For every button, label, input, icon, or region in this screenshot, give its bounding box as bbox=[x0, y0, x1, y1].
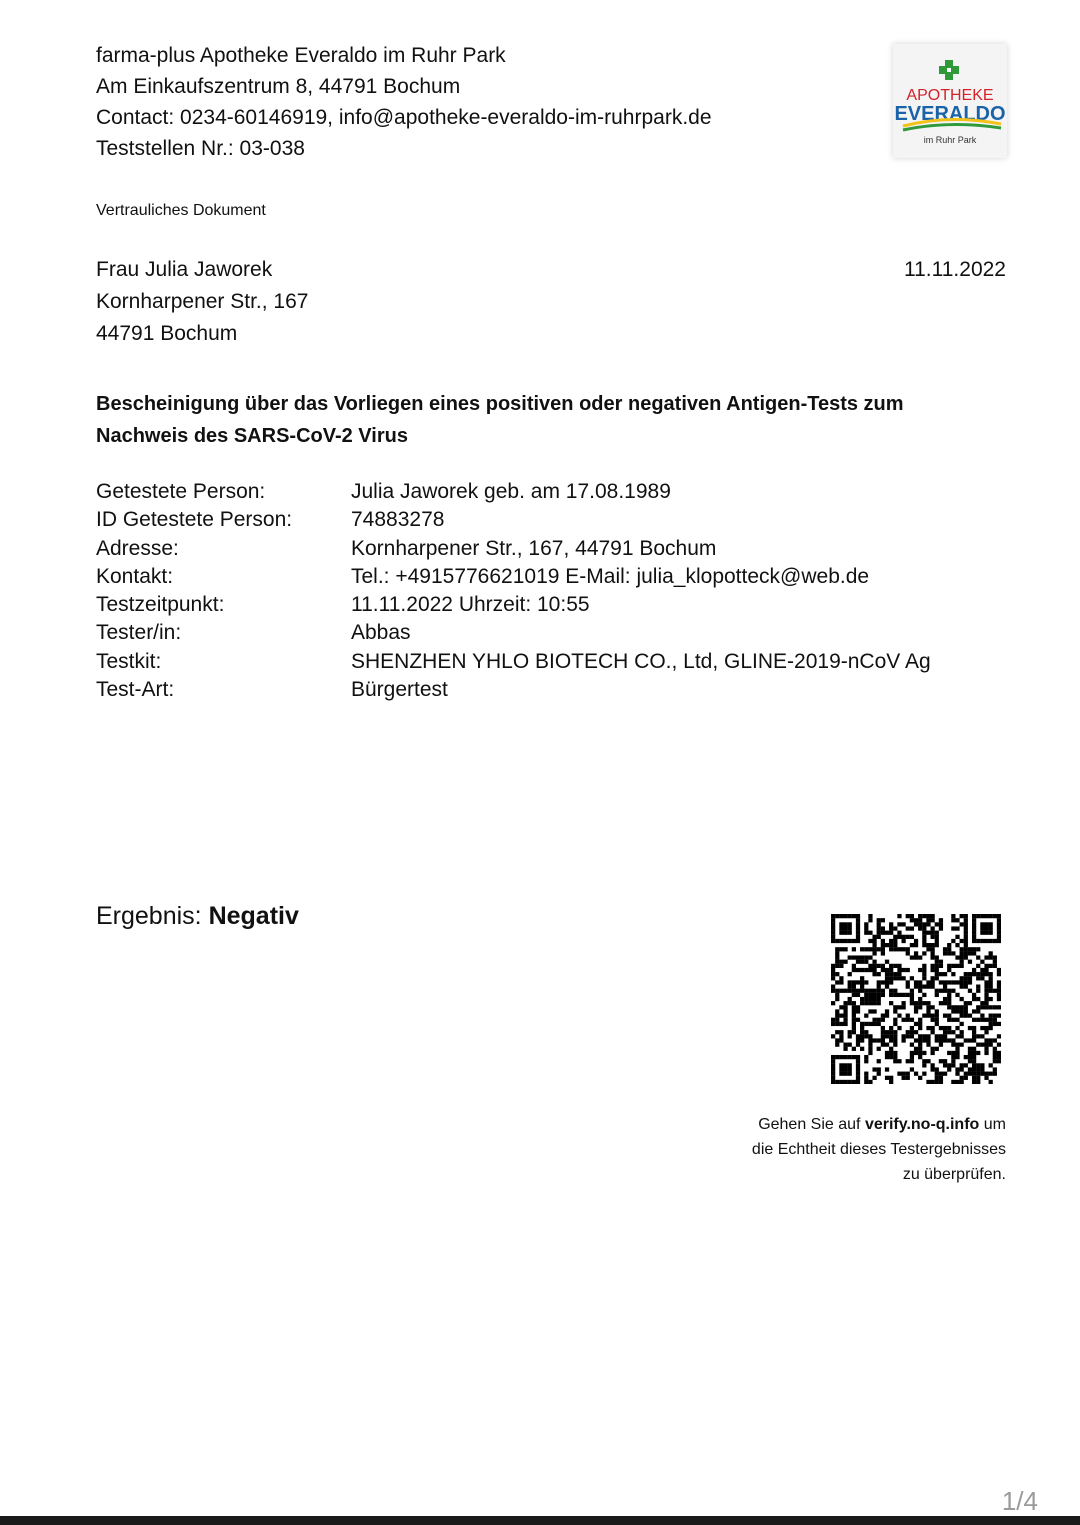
recipient-street: Kornharpener Str., 167 bbox=[96, 290, 309, 313]
recipient-address bbox=[96, 254, 308, 350]
detail-value: Tel.: +4915776621019 E-Mail: julia_klopotteck@web.de bbox=[351, 564, 870, 588]
verify-prefix: Gehen Sie auf bbox=[758, 1116, 861, 1133]
detail-row bbox=[96, 619, 931, 647]
detail-value: 74883278 bbox=[351, 508, 445, 532]
detail-row bbox=[96, 478, 931, 506]
result-value: Negativ bbox=[208, 902, 299, 930]
test-result bbox=[96, 902, 299, 931]
detail-row bbox=[96, 591, 931, 619]
pharmacy-header bbox=[96, 40, 712, 164]
pharmacy-cross-icon bbox=[939, 60, 959, 80]
detail-value: 11.11.2022 Uhrzeit: 10:55 bbox=[351, 593, 590, 617]
recipient-name: Frau Julia Jaworek bbox=[96, 258, 273, 281]
detail-row bbox=[96, 506, 931, 534]
logo-line-2: EVERALDO bbox=[894, 103, 1006, 125]
detail-label: Adresse: bbox=[96, 536, 179, 560]
detail-value: Kornharpener Str., 167, 44791 Bochum bbox=[351, 536, 717, 560]
detail-label: ID Getestete Person: bbox=[96, 508, 293, 532]
detail-label: Getestete Person: bbox=[96, 480, 266, 503]
detail-row bbox=[96, 563, 931, 591]
detail-label: Kontakt: bbox=[96, 564, 174, 588]
document-title bbox=[96, 388, 976, 452]
detail-row bbox=[96, 648, 931, 676]
bottom-bar bbox=[0, 1516, 1080, 1525]
confidential-note: Vertrauliches Dokument bbox=[96, 202, 266, 219]
detail-label: Test-Art: bbox=[96, 678, 175, 702]
document-date: 11.11.2022 bbox=[904, 258, 1006, 281]
verify-line-2: die Echtheit dieses Testergebnisses bbox=[751, 1141, 1006, 1158]
test-details bbox=[96, 478, 931, 704]
detail-value: Julia Jaworek geb. am 17.08.1989 bbox=[351, 480, 671, 503]
result-label: Ergebnis: bbox=[96, 902, 202, 930]
detail-label: Testkit: bbox=[96, 649, 162, 673]
detail-value: Abbas bbox=[351, 621, 411, 645]
verify-suffix: um bbox=[983, 1116, 1006, 1133]
title-line-1: Bescheinigung über das Vorliegen eines positiven oder negativen Antigen-Tests zum bbox=[96, 393, 904, 415]
title-line-2: Nachweis des SARS-CoV-2 Virus bbox=[96, 425, 408, 447]
detail-row bbox=[96, 535, 931, 563]
detail-value: Bürgertest bbox=[351, 678, 448, 702]
detail-row bbox=[96, 676, 931, 704]
pharmacy-contact: Contact: 0234-60146919, info@apotheke-everaldo-im-ruhrpark.de bbox=[96, 106, 712, 129]
verify-line-3: zu überprüfen. bbox=[902, 1166, 1006, 1183]
verification-qr-code[interactable] bbox=[831, 914, 1001, 1084]
pharmacy-logo bbox=[893, 44, 1007, 158]
detail-value: SHENZHEN YHLO BIOTECH CO., Ltd, GLINE-2019-nCoV Ag bbox=[351, 649, 931, 673]
verify-url[interactable]: verify.no-q.info bbox=[864, 1116, 980, 1133]
test-site-number: Teststellen Nr.: 03-038 bbox=[96, 137, 305, 160]
recipient-city: 44791 Bochum bbox=[96, 322, 238, 345]
logo-line-3: im Ruhr Park bbox=[923, 135, 977, 145]
detail-label: Tester/in: bbox=[96, 621, 182, 645]
page-indicator: 1/4 bbox=[1001, 1486, 1038, 1516]
logo-line-1: APOTHEKE bbox=[906, 87, 994, 104]
pharmacy-name: farma-plus Apotheke Everaldo im Ruhr Park bbox=[96, 44, 506, 67]
detail-label: Testzeitpunkt: bbox=[96, 593, 225, 617]
verification-note bbox=[686, 1112, 1006, 1187]
pharmacy-street: Am Einkaufszentrum 8, 44791 Bochum bbox=[96, 75, 461, 98]
qr-modules bbox=[831, 914, 1001, 1084]
